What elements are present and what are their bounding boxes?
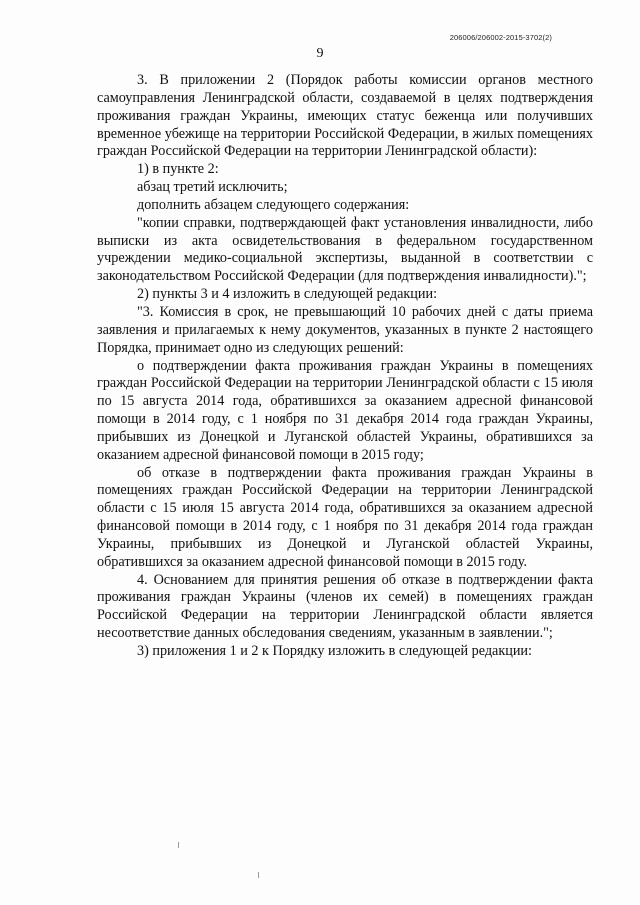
document-number: 206006/206002-2015-3702(2) bbox=[449, 33, 552, 42]
paragraph-disability-certificate: "копии справки, подтверждающей факт установления инвалидности, либо выписки из акта освидетельствования в федеральном государственном учреждении медико-социальной экспертизы, выданной в соответствии с законодательством Российской Федерации (для подтверждения инвалидности)."; bbox=[97, 214, 593, 285]
paragraph-exclude-third: абзац третий исключить; bbox=[137, 179, 288, 196]
document-body bbox=[97, 72, 593, 661]
paragraph-subitem-1: 1) в пункте 2: bbox=[137, 161, 219, 178]
paragraph-subitem-3: 3) приложения 1 и 2 к Порядку изложить в следующей редакции: bbox=[137, 643, 532, 659]
scan-speck bbox=[178, 842, 179, 848]
paragraph-refusal-decision: об отказе в подтверждении факта проживания граждан Украины в помещениях граждан Российской Федерации на территории Ленинградской области с 15 июля 15 августа 2014 года, обратившихся за оказанием адресной финансовой помощи в 2014 году, с 1 ноября по 31 декабря 2014 года граждан Украины, прибывших из Донецкой и Луганской областей Украины, обратившихся за оказанием адресной финансовой помощи в 2015 году. bbox=[97, 464, 593, 570]
paragraph-confirmation-decision: о подтверждении факта проживания граждан Украины в помещениях граждан Российской Федерации на территории Ленинградской области с 15 июля по 15 августа 2014 года, обратившихся за оказанием адресной финансовой помощи в 2014 году, с 1 ноября по 31 декабря 2014 года граждан Украины, прибывших из Донецкой и Луганской областей Украины, обратившихся за оказанием адресной финансовой помощи в 2015 году; bbox=[97, 357, 593, 463]
paragraph-item-3-intro: 3. В приложении 2 (Порядок работы комиссии органов местного самоуправления Ленинградской области, создаваемой в целях подтверждения проживания граждан Украины, имеющих статус беженца или получивших временное убежище на территории Российской Федерации, в жилых помещениях граждан Российской Федерации на территории Ленинградской области): bbox=[97, 72, 593, 160]
page-number: 9 bbox=[316, 46, 324, 61]
paragraph-subitem-2: 2) пункты 3 и 4 изложить в следующей редакции: bbox=[137, 286, 438, 303]
paragraph-commission-term: "3. Комиссия в срок, не превышающий 10 рабочих дней с даты приема заявления и прилагаемых к нему документов, указанных в пункте 2 настоящего Порядка, принимает одно из следующих решений: bbox=[97, 303, 593, 356]
scan-speck bbox=[258, 872, 259, 878]
paragraph-refusal-grounds: 4. Основанием для принятия решения об отказе в подтверждении факта проживания граждан Украины (членов их семей) в помещениях граждан Российской Федерации на территории Ленинградской области является несоответствие данных обследования сведениям, указанным в заявлении."; bbox=[97, 571, 593, 642]
paragraph-add-clause: дополнить абзацем следующего содержания: bbox=[137, 196, 410, 213]
